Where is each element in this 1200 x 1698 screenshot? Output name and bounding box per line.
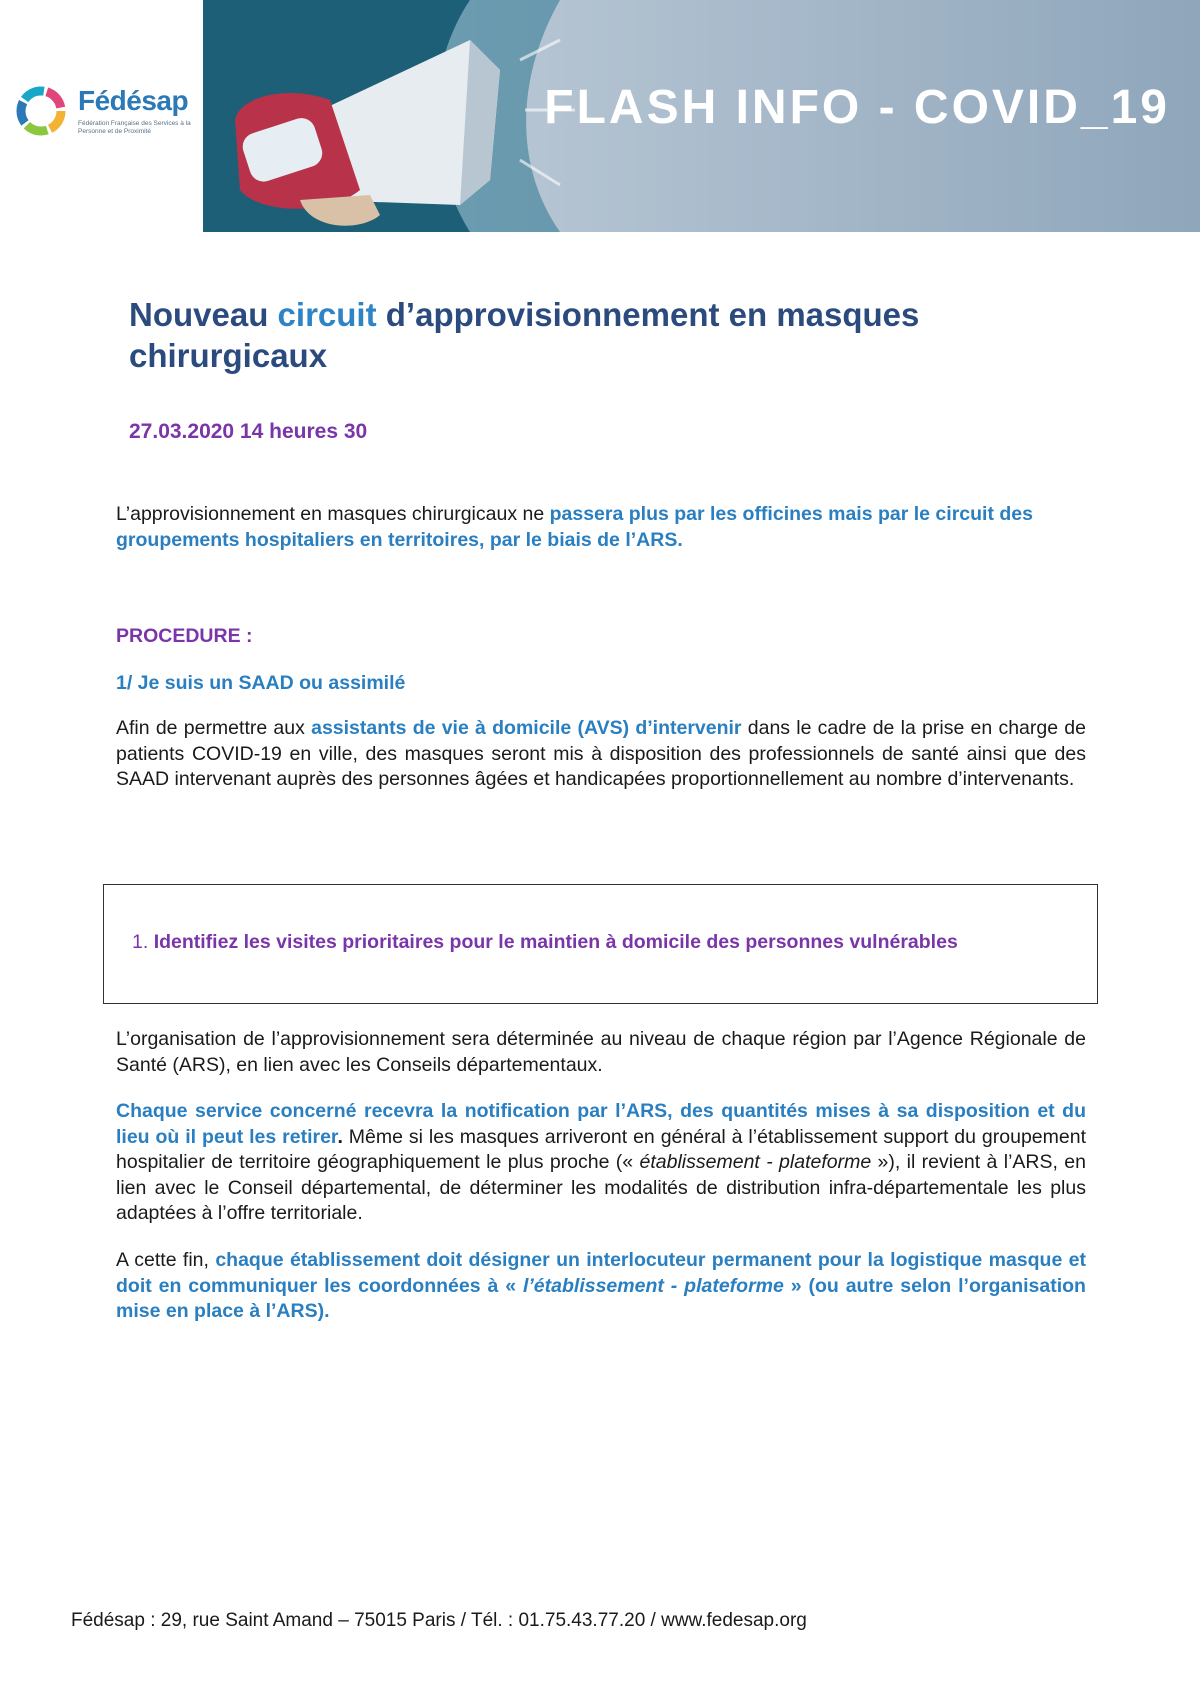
publication-date: 27.03.2020 14 heures 30	[129, 420, 368, 443]
contact-italic: l’établissement - plateforme	[522, 1274, 784, 1297]
contact-highlight-end: » (ou autre selon l’organisation mise en place à l’ARS).	[116, 1274, 1086, 1322]
afin-text-end: dans le cadre de la prise en charge de patients COVID-19 en ville, des masques seront mis à disposition des professionnels de santé ainsi que des SAAD intervenant auprès des personnes âgées et handicapées proportionnellement au nombre d’intervenants.	[116, 717, 1086, 790]
priority-visits-number: 1.	[132, 931, 154, 953]
saad-subheading: 1/ Je suis un SAAD ou assimilé	[116, 672, 406, 694]
title-accent: circuit	[277, 296, 377, 333]
notification-text: Même si les masques arriveront en général à l’établissement support du groupement hospitalier de territoire géographiquement le plus proche («	[116, 1125, 1086, 1173]
logo-ring-icon	[12, 82, 70, 140]
afin-paragraph	[116, 716, 1086, 793]
notification-italic: établissement - plateforme	[639, 1151, 872, 1173]
afin-highlight: assistants de vie à domicile (AVS) d’intervenir	[311, 717, 742, 739]
fedesap-logo	[12, 82, 222, 142]
title-part-2: d’approvisionnement en masques chirurgicaux	[129, 296, 920, 374]
priority-visits-box	[103, 884, 1098, 1004]
document-title	[129, 294, 1029, 376]
banner-title: FLASH INFO - COVID_19	[544, 81, 1170, 134]
logo-name: Fédésap	[78, 85, 189, 116]
notification-highlight: Chaque service concerné recevra la notification par l’ARS, des quantités mises à sa disposition et du lieu où il peut les retirer	[116, 1100, 1086, 1148]
notification-text-end: »), il revient à l’ARS, en lien avec le Conseil départemental, de déterminer les modalités de distribution infra-départementale les plus adaptées à l’offre territoriale.	[116, 1151, 1086, 1224]
afin-text-start: Afin de permettre aux	[116, 717, 312, 739]
organisation-paragraph: L’organisation de l’approvisionnement sera déterminée au niveau de chaque région par l’Agence Régionale de Santé (ARS), en lien avec les Conseils départementaux.	[116, 1028, 1086, 1076]
procedure-heading: PROCEDURE :	[116, 625, 253, 647]
intro-text: L’approvisionnement en masques chirurgicaux ne	[116, 503, 550, 525]
contact-highlight: chaque établissement doit désigner un interlocuteur permanent pour la logistique masque et doit en communiquer les coordonnées à «	[116, 1249, 1086, 1297]
logo-tagline: Fédération Française des Services à la Personne et de Proximité	[78, 120, 191, 135]
priority-visits-text	[132, 931, 1082, 954]
intro-highlight: passera plus par les officines mais par le circuit des groupements hospitaliers en territoires, par le biais de l’ARS.	[116, 503, 1033, 551]
notification-paragraph	[116, 1099, 1086, 1227]
contact-text-start: A cette fin,	[116, 1249, 216, 1271]
contact-paragraph	[116, 1248, 1086, 1325]
priority-visits-label: Identifiez les visites prioritaires pour le maintien à domicile des personnes vulnérables	[153, 931, 958, 953]
title-part-1: Nouveau	[129, 296, 278, 333]
notification-period: .	[337, 1125, 343, 1148]
footer-address: Fédésap : 29, rue Saint Amand – 75015 Paris / Tél. : 01.75.43.77.20 / www.fedesap.org	[71, 1610, 807, 1631]
intro-paragraph	[116, 502, 1086, 553]
header-banner	[0, 0, 1200, 232]
